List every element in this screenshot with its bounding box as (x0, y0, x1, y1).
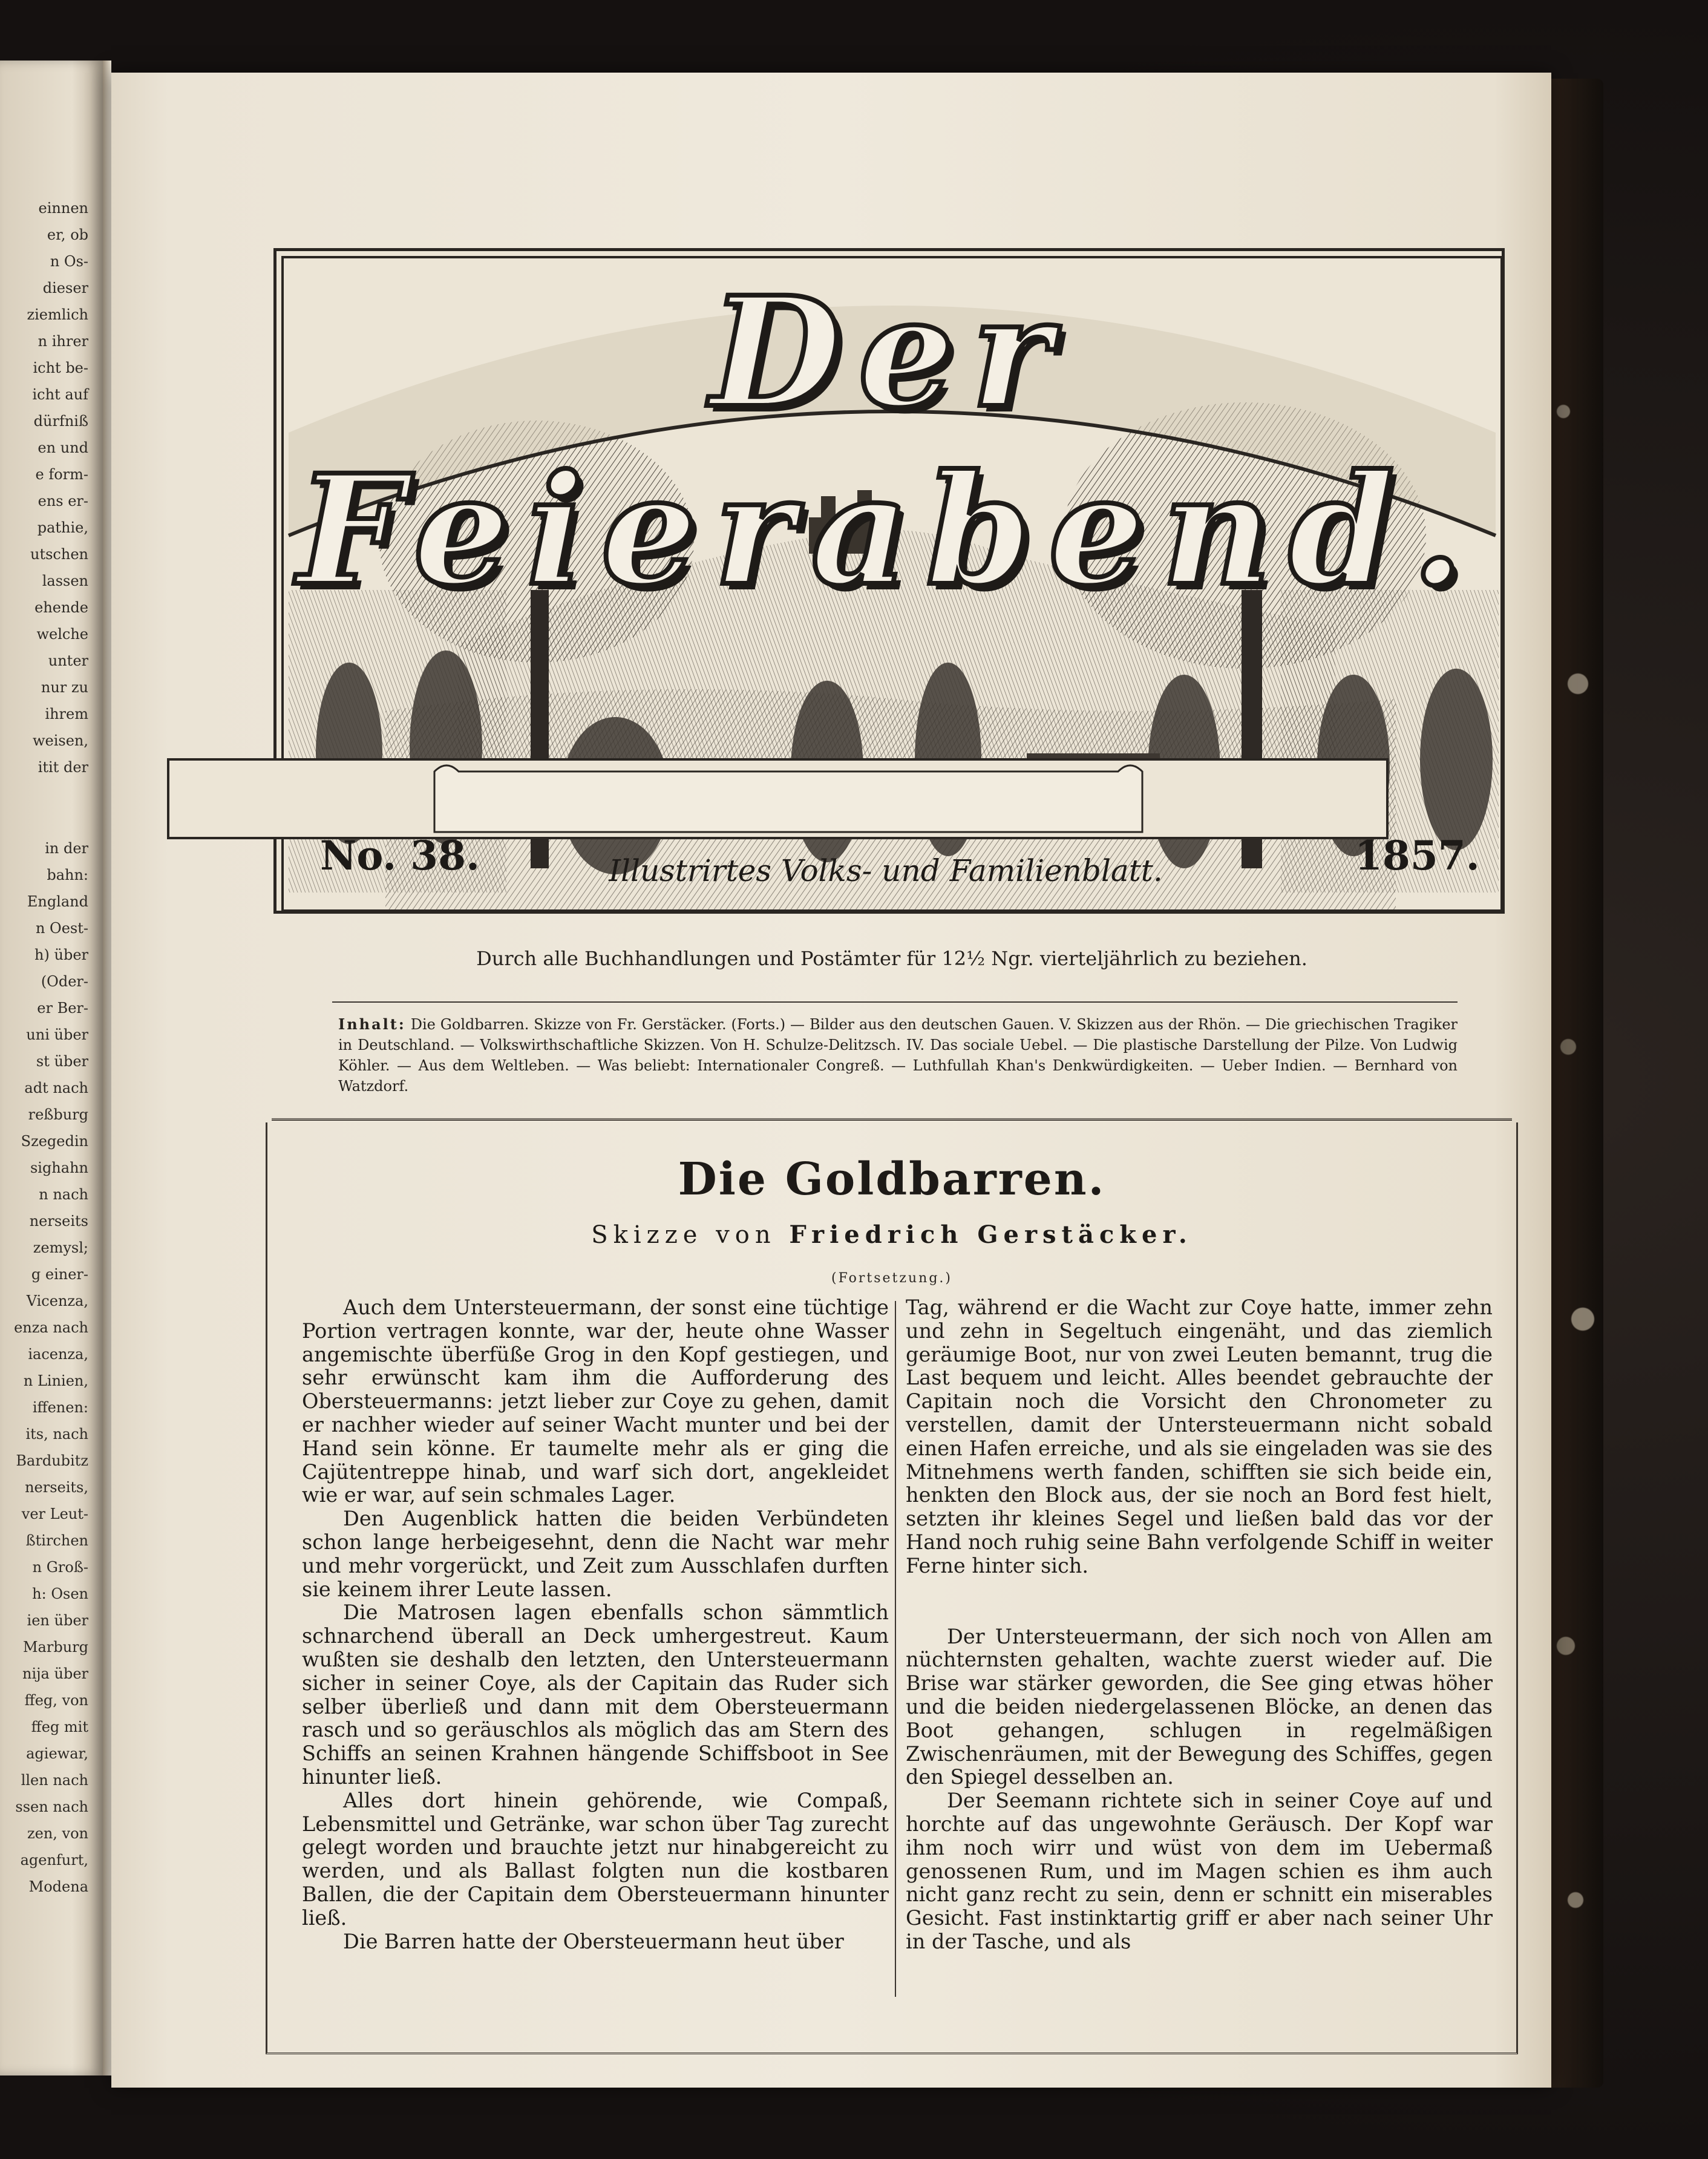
facing-page-fragment: icht auf (32, 386, 88, 403)
left-column (302, 1296, 889, 1953)
facing-page-fragment: agenfurt, (20, 1852, 88, 1869)
facing-page-fragment: llen nach (21, 1772, 88, 1789)
facing-page-fragment: lassen (42, 572, 88, 589)
facing-page-fragment: h: Osen (32, 1585, 88, 1602)
facing-page-fragment: ffeg mit (31, 1718, 88, 1735)
facing-page-fragment: bahn: (47, 867, 88, 883)
facing-page-fragment: zemysl; (33, 1239, 88, 1256)
paragraph: Der Seemann richtete sich in seiner Coye auf und horchte auf das ungewohnte Geräusch. Der Kopf war ihm noch wirr und wüst von dem im Uebermaß genossenen Rum, und im Magen schien es ihm auch nicht ganz recht zu sein, denn er schnitt ein miserables Gesicht. Fast instinktartig griff er aber nach seiner Uhr in der Tasche, und als (906, 1789, 1493, 1953)
paragraph: Die Matrosen lagen ebenfalls schon sämmtlich schnarchend überall an Deck umhergestreut. Kaum wußten sie deshalb den letzten, den Untersteuermann sicher in seiner Coye, als der Capitain das Ruder sich selber überließ und dann mit dem Obersteuermann rasch und so geräuschlos als möglich das am Stern des Schiffs an seinen Krahnen hängende Schiffsboot in See hinunter ließ. (302, 1600, 889, 1789)
facing-page-fragment: h) über (34, 946, 88, 963)
paragraph: Auch dem Untersteuermann, der sonst eine tüchtige Portion vertragen konnte, war der, heute ohne Wasser angemischte überfüße Grog in den Kopf gestiegen, und sehr erwünscht kam ihm die Aufforderung des Obersteuermanns: jetzt lieber zur Coye zu gehen, damit er nachher wieder auf seiner Wacht munter und bei der Hand sein könne. Er taumelte mehr als er ging die Cajütentreppe hinab, und warf sich dort, angekleidet wie er war, auf sein schmales Lager. (302, 1296, 889, 1507)
facing-page-fragment: ßtirchen (25, 1532, 88, 1549)
facing-page-fragment: in der (45, 840, 88, 857)
contents-divider (272, 1118, 1512, 1121)
facing-page-fragment: en und (38, 439, 88, 456)
facing-page-fragment: ien über (27, 1612, 88, 1629)
facing-page-fragment: unter (48, 652, 88, 669)
facing-page-fragment: pathie, (37, 519, 88, 536)
facing-page-fragment: st über (36, 1053, 88, 1070)
facing-page-fragment: its, nach (25, 1426, 88, 1443)
newspaper-page (111, 73, 1551, 2088)
facing-page-fragment: zen, von (27, 1825, 88, 1842)
facing-page-fragment: er Ber- (37, 1000, 88, 1017)
paragraph: Der Untersteuermann, der sich noch von Allen am nüchternsten gehalten, wachte zuerst wieder auf. Die Brise war stärker geworden, die See ging etwas höher und die beiden niedergelassenen Blöcke, an denen das Boot gehangen, schlugen in regelmäßigen Zwischenräumen, mit der Bewegung des Schiffes, gegen den Spiegel desselben an. (906, 1624, 1493, 1789)
facing-page-fragment: ssen nach (15, 1798, 88, 1815)
table-of-contents (338, 1014, 1458, 1096)
contents-rule (332, 1001, 1458, 1003)
right-column (906, 1296, 1493, 1954)
article-title: Die Goldbarren. (678, 1153, 1106, 1205)
facing-page-fragment: utschen (30, 546, 88, 563)
facing-page-fragment: nur zu (41, 679, 88, 696)
page-edge (103, 61, 111, 2075)
facing-page-fragment: Marburg (22, 1639, 88, 1656)
cover-wear (1549, 230, 1597, 2045)
issue-number: No. 38. (320, 832, 480, 879)
section-gap (906, 1578, 1493, 1625)
byline (474, 1220, 1309, 1249)
facing-page-fragment: ehende (34, 599, 88, 616)
facing-page-fragment: iacenza, (28, 1346, 88, 1363)
masthead-title: Der Feierabend. (297, 263, 1481, 619)
facing-page-fragment: ffeg, von (24, 1692, 88, 1709)
facing-page-fragment: ver Leut- (21, 1505, 88, 1522)
issue-year: 1857. (1355, 832, 1480, 879)
facing-page-fragment: ziemlich (27, 306, 88, 323)
facing-page-fragment: itit der (38, 759, 88, 776)
facing-page-fragment: reßburg (28, 1106, 88, 1123)
facing-page-fragment: uni über (26, 1026, 88, 1043)
facing-page-fragment: dieser (42, 280, 88, 296)
facing-page-fragment: nerseits (29, 1213, 88, 1230)
facing-page-fragment: nija über (22, 1665, 88, 1682)
facing-page-fragment: nerseits, (25, 1479, 88, 1496)
facing-page-fragment: Vicenza, (26, 1292, 88, 1309)
facing-page (0, 61, 103, 2075)
facing-page-fragment: ihrem (45, 706, 88, 722)
byline-prefix: Skizze von (591, 1221, 776, 1249)
facing-page-fragment: ens er- (38, 493, 88, 509)
contents-label: Inhalt: (338, 1015, 406, 1033)
facing-page-fragment: einnen (38, 200, 88, 217)
facing-page-fragment: weisen, (32, 732, 88, 749)
paragraph: Tag, während er die Wacht zur Coye hatte, immer zehn und zehn in Segeltuch eingenäht, und das ziemlich geräumige Boot, nur von zwei Leuten bemannt, trug die Last bequem und leicht. Alles beendet gebrauchte der Capitain noch die Vorsicht den Chronometer zu verstellen, damit der Untersteuermann nicht sobald einen Hafen erreiche, und als sie eingeladen was sie des Mitnehmens werth fanden, schifften sie sich beide ein, henkten den Block aus, der sie noch an Bord fest hielt, setzten ihr kleines Segel und ließen bald das vor der Hand noch ruhig seine Bahn verfolgende Schiff in weiter Ferne hinter sich. (906, 1296, 1493, 1577)
facing-page-fragment: sighahn (30, 1159, 88, 1176)
facing-page-fragment: Szegedin (21, 1133, 88, 1150)
paragraph: Alles dort hinein gehörende, wie Compaß, Lebensmittel und Getränke, war schon über Tag zurecht gelegt worden und brauchte jetzt nur hinabgereicht zu werden, und als Ballast folgten nun die kostbaren Ballen, die der Capitain dem Obersteuermann hinunter ließ. (302, 1788, 889, 1930)
facing-page-fragment: n nach (39, 1186, 88, 1203)
facing-page-fragment: n Oest- (35, 920, 88, 937)
facing-page-fragment: dürfniß (33, 413, 88, 430)
facing-page-fragment: e form- (35, 466, 88, 483)
facing-page-fragment: enza nach (14, 1319, 88, 1336)
author-name: Friedrich Gerstäcker. (789, 1220, 1193, 1249)
facing-page-fragment: g einer- (31, 1266, 88, 1283)
facing-page-fragment: England (27, 893, 88, 910)
continuation-note: (Fortsetzung.) (831, 1271, 952, 1286)
facing-page-fragment: welche (36, 626, 88, 643)
masthead-subtitle: Illustrirtes Volks- und Familienblatt. (609, 853, 1163, 888)
contents-text: Die Goldbarren. Skizze von Fr. Gerstäcker. (Forts.) — Bilder aus den deutschen Gauen. V. Skizzen aus der Rhön. — Die griechischen Tragiker in Deutschland. — Volkswirthschaftliche Skizzen. Von H. Schulze-Delitzsch. IV. Das sociale Uebel. — Die plastische Darstellung der Pilze. Von Ludwig Köhler. — Aus dem Weltleben. — Was beliebt: Internationaler Congreß. — Luthfullah Khan's Denkwürdigkeiten. — Ueber Indien. — Bernhard von Watzdorf. (338, 1016, 1458, 1095)
column-divider (895, 1301, 896, 1997)
paragraph: Die Barren hatte der Obersteuermann heut über (343, 1929, 844, 1953)
facing-page-fragment: adt nach (24, 1080, 88, 1096)
facing-page-fragment: icht be- (33, 359, 88, 376)
facing-page-fragment: n Os- (50, 253, 88, 270)
facing-page-fragment: n ihrer (38, 333, 88, 350)
facing-page-fragment: agiewar, (26, 1745, 88, 1762)
facing-page-fragment: er, ob (47, 226, 88, 243)
distribution-note: Durch alle Buchhandlungen und Postämter für 12½ Ngr. vierteljährlich zu beziehen. (476, 947, 1307, 970)
facing-page-fragment: iffenen: (32, 1399, 88, 1416)
facing-page-fragment: n Linien, (23, 1372, 88, 1389)
paragraph: Den Augenblick hatten die beiden Verbündeten schon lange herbeigesehnt, denn die Nacht war mehr und mehr vorgerückt, und Zeit zum Ausschlafen durften sie keinem ihrer Leute lassen. (302, 1507, 889, 1601)
facing-page-fragment: n Groß- (32, 1559, 88, 1576)
facing-page-fragment: Bardubitz (16, 1452, 88, 1469)
facing-page-fragment: Modena (28, 1878, 88, 1895)
facing-page-fragment: (Oder- (41, 973, 88, 990)
